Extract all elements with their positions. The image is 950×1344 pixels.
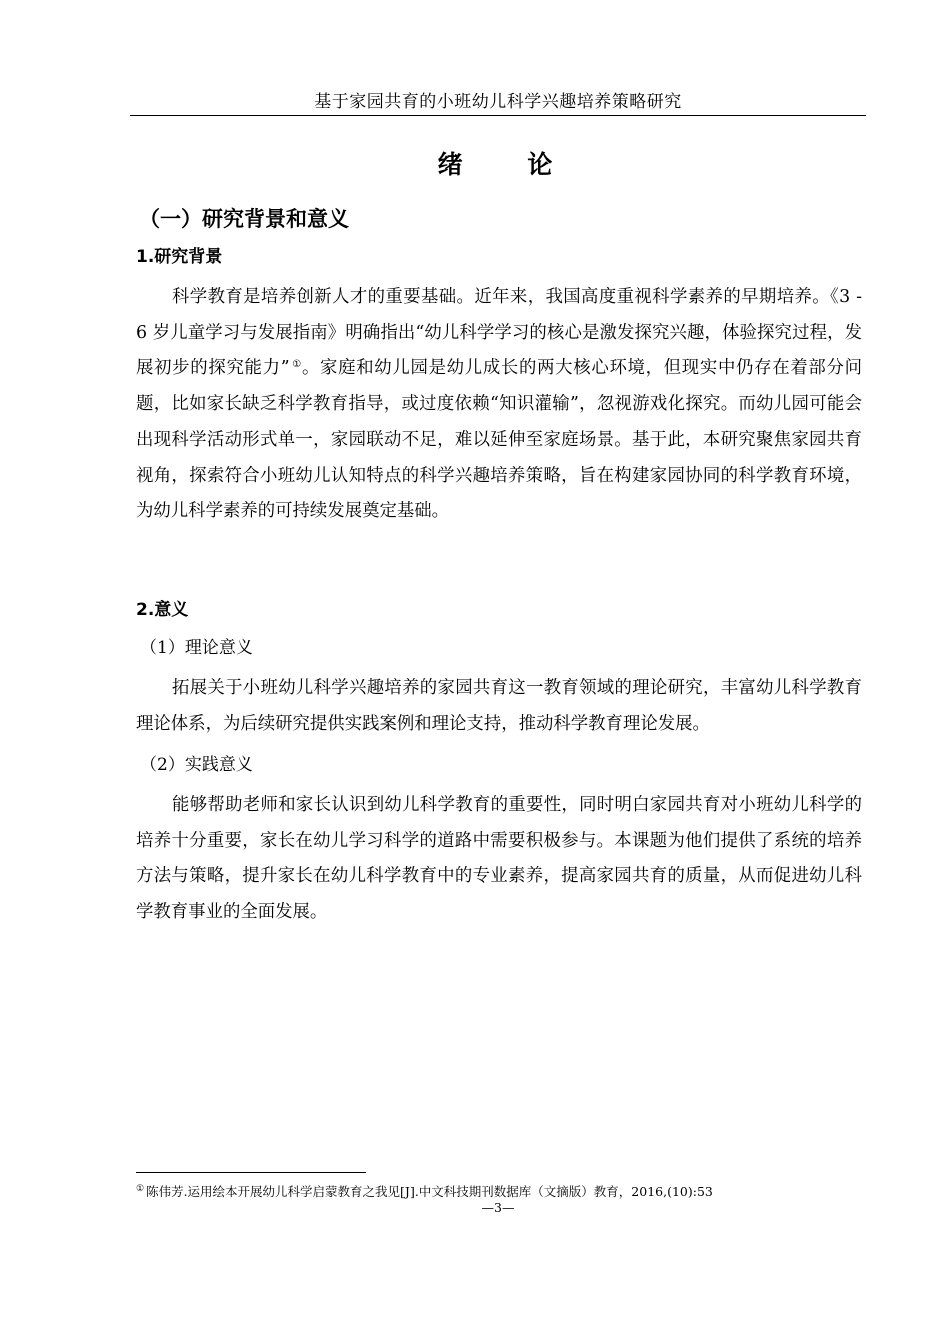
practice-significance-label: （2）实践意义 <box>140 755 253 775</box>
section-heading: （一）研究背景和意义 <box>139 207 349 231</box>
theory-significance-paragraph: 拓展关于小班幼儿科学兴趣培养的家园共育这一教育领域的理论研究，丰富幼儿科学教育理论体系，为后续研究提供实践案例和理论支持，推动科学教育理论发展。 <box>136 678 862 734</box>
page-number: —3— <box>481 1200 515 1215</box>
footnote-mark: ① <box>136 1183 145 1194</box>
running-header: 基于家园共育的小班幼儿科学兴趣培养策略研究 <box>314 92 682 112</box>
header-rule <box>130 115 866 116</box>
footnote-text: 陈伟芳.运用绘本开展幼儿科学启蒙教育之我见[J].中文科技期刊数据库（文摘版）教育，2016,(10):53 <box>146 1184 713 1199</box>
footnote-reference[interactable]: ① <box>291 358 302 370</box>
chapter-title: 绪 论 <box>437 150 559 179</box>
theory-significance-label: （1）理论意义 <box>140 638 253 658</box>
background-heading: 1.研究背景 <box>136 247 223 267</box>
footnote-rule <box>136 1172 366 1173</box>
practice-significance-paragraph: 能够帮助老师和家长认识到幼儿科学教育的重要性，同时明白家园共育对小班幼儿科学的培养十分重要，家长在幼儿学习科学的道路中需要积极参与。本课题为他们提供了系统的培养方法与策略，提升家长在幼儿科学教育中的专业素养，提高家园共育的质量，从而促进幼儿科学教育事业的全面发展。 <box>136 795 862 923</box>
background-text-part-1: 科学教育是培养创新人才的重要基础。近年来，我国高度重视科学素养的早期培养。《3 - 6 岁儿童学习与发展指南》明确指出“幼儿科学学习的核心是激发探究兴趣，体验探究过程，发展初步的探究能力” <box>136 287 862 379</box>
background-paragraph <box>136 280 862 530</box>
significance-heading: 2.意义 <box>136 600 189 620</box>
background-text-part-2: 。家庭和幼儿园是幼儿成长的两大核心环境，但现实中仍存在着部分问题，比如家长缺乏科学教育指导，或过度依赖“知识灌输”，忽视游戏化探究。而幼儿园可能会出现科学活动形式单一，家园联动不足，难以延伸至家庭场景。基于此，本研究聚焦家园共育视角，探索符合小班幼儿认知特点的科学兴趣培养策略，旨在构建家园协同的科学教育环境，为幼儿科学素养的可持续发展奠定基础。 <box>136 358 862 522</box>
